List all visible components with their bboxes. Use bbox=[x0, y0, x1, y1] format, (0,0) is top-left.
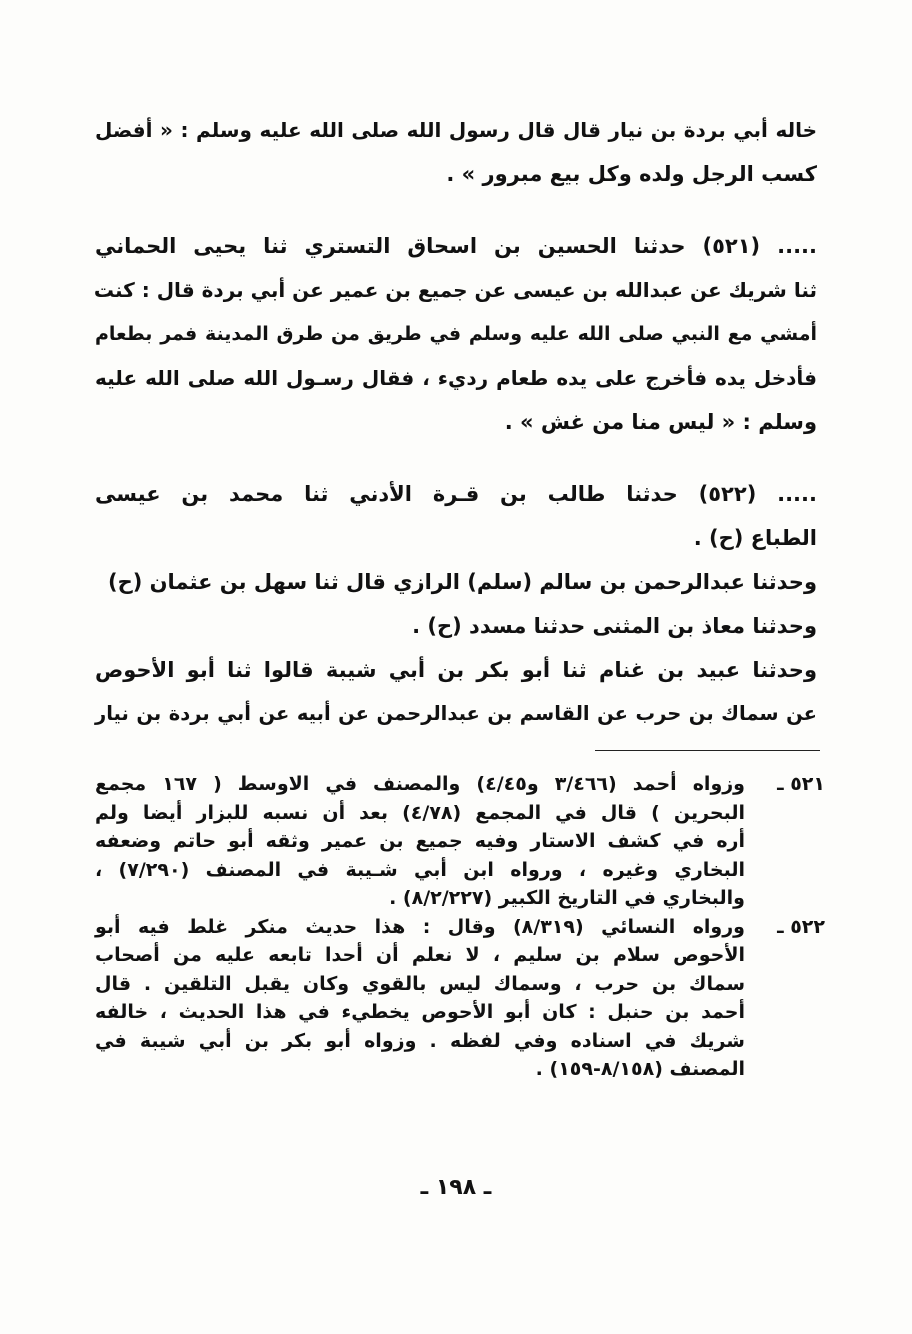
footnote-line: والبخاري في التاريخ الكبير (٨/٢/٢٢٧) . bbox=[389, 887, 745, 909]
paragraph-1 bbox=[95, 108, 817, 196]
footnote-line: سماك بن حرب ، وسماك ليس بالقوي وكان يقبل التلقين . قال bbox=[95, 972, 745, 995]
text-line: وحدثنا عبدالرحمن بن سالم (سلم) الرازي قال ثنا سهل بن عثمان (ح) bbox=[107, 570, 817, 594]
text-line: الطباع (ح) . bbox=[693, 526, 817, 550]
footnote-line: أحمد بن حنبل : كان أبو الأحوص يخطيء في هذا الحديث ، خالفه bbox=[95, 1001, 745, 1023]
footnote-line: البحرين ) قال في المجمع (٤/٧٨) بعد أن نسبه للبزار أيضا ولم bbox=[95, 801, 746, 824]
footnote-divider bbox=[595, 750, 820, 751]
page-number: ـ ١٩٨ ـ bbox=[420, 1175, 492, 1200]
footnote-522 bbox=[95, 913, 825, 1084]
text-line: ثنا شريك عن عبدالله بن عيسى عن جميع بن عمير عن أبي بردة قال : كنت bbox=[93, 278, 817, 302]
footnote-line: وزواه أحمد (٣/٤٦٦ و٤/٤٥) والمصنف في الاوسط ( ١٦٧ مجمع bbox=[95, 773, 745, 795]
text-line: وحدثنا معاذ بن المثنى حدثنا مسدد (ح) . bbox=[412, 614, 817, 638]
footnote-line: المصنف (٨/١٥٨-١٥٩) . bbox=[535, 1058, 745, 1080]
footnotes bbox=[95, 770, 825, 1084]
footnote-521 bbox=[95, 770, 825, 913]
text-line: كسب الرجل ولده وكل بيع مبرور » . bbox=[446, 162, 817, 186]
footnote-line: ورواه النسائي (٨/٣١٩) وقال : هذا حديث منكر غلط فيه أبو bbox=[95, 915, 745, 938]
text-line: أمشي مع النبي صلى الله عليه وسلم في طريق من طرق المدينة فمر بطعام bbox=[95, 323, 817, 345]
hadith-521 bbox=[95, 224, 817, 444]
footnote-number: ٥٢١ ـ bbox=[777, 773, 825, 795]
text-line: خاله أبي بردة بن نيار قال قال رسول الله صلى الله عليه وسلم : « أفضل bbox=[95, 118, 817, 142]
text-line: ..... (٥٢١) حدثنا الحسين بن اسحاق التستري ثنا يحيى الحماني bbox=[95, 234, 817, 258]
footnote-line: شريك في اسناده وفي لفظه . وزواه أبو بكر بن أبي شيبة في bbox=[95, 1029, 745, 1052]
hadith-522 bbox=[95, 472, 817, 736]
text-line: ..... (٥٢٢) حدثنا طالب بن قـرة الأدني ثنا محمد بن عيسى bbox=[95, 482, 817, 506]
main-text bbox=[95, 108, 817, 736]
text-line: فأدخل يده فأخرج على يده طعام رديء ، فقال رسـول الله صلى الله عليه bbox=[95, 366, 817, 390]
text-line: وحدثنا عبيد بن غنام ثنا أبو بكر بن أبي شيبة قالوا ثنا أبو الأحوص bbox=[95, 658, 817, 682]
footnote-line: الأحوص سلام بن سليم ، لا نعلم أن أحدا تابعه عليه من أصحاب bbox=[95, 944, 745, 966]
footnote-line: أره في كشف الاستار وفيه جميع بن عمير وثقه أبو حاتم وضعفه bbox=[95, 830, 745, 852]
footnote-number: ٥٢٢ ـ bbox=[777, 915, 825, 938]
text-line: وسلم : « ليس منا من غش » . bbox=[504, 410, 817, 434]
footnote-line: البخاري وغيره ، ورواه ابن أبي شـيبة في المصنف (٧/٢٩٠) ، bbox=[95, 858, 745, 881]
text-line: عن سماك بن حرب عن القاسم بن عبدالرحمن عن أبيه عن أبي بردة بن نيار bbox=[95, 702, 817, 725]
